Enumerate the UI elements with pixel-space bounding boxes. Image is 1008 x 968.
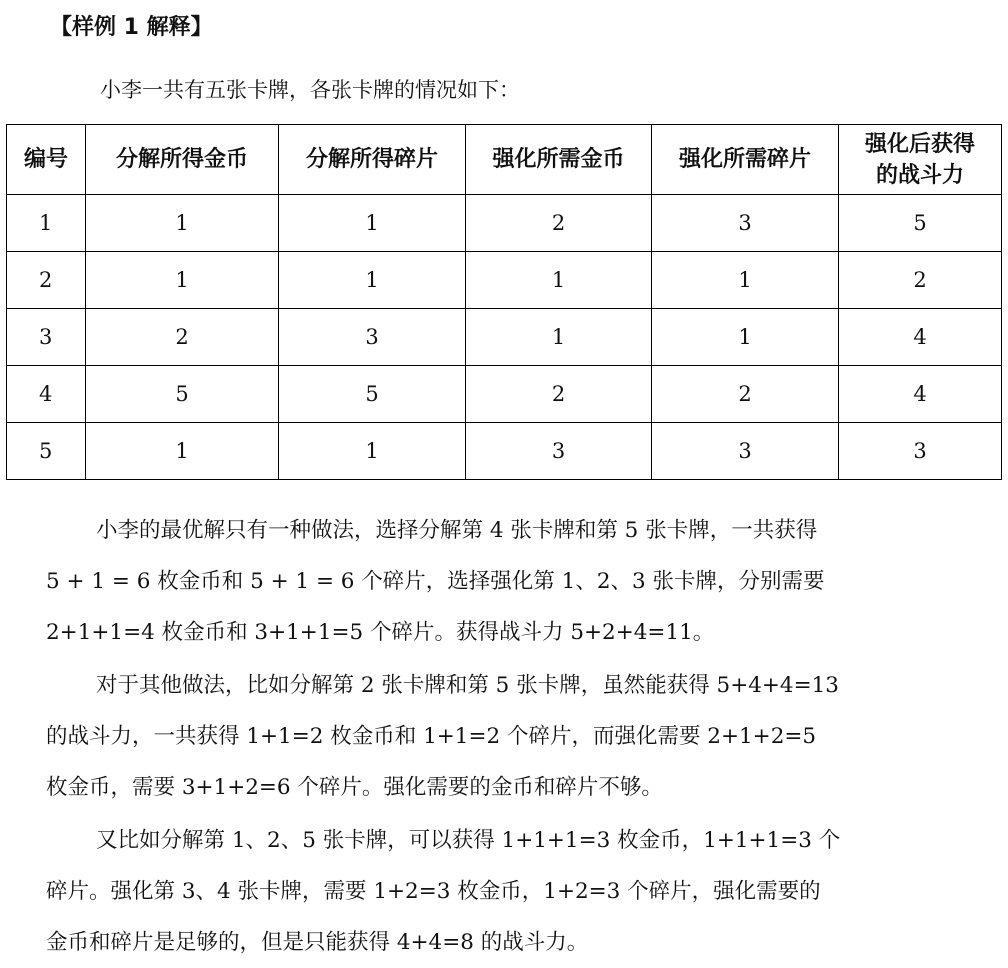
paragraph-line: 金币和碎片是足够的，但是只能获得 4+4=8 的战斗力。 [46,930,589,955]
table-cell: 1 [279,423,466,480]
table-row [7,309,1002,366]
header-decompose-gold: 分解所得金币 [86,125,279,195]
explanation-paragraph-alternative-2 [46,815,966,968]
table-row [7,423,1002,480]
table-cell: 3 [7,309,86,366]
table-cell: 1 [7,195,86,252]
header-combat-power-line1: 强化后获得 [864,131,975,157]
table-cell: 3 [652,423,839,480]
table-row [7,252,1002,309]
header-enhance-shards: 强化所需碎片 [652,125,839,195]
table-cell: 1 [652,309,839,366]
header-combat-power [839,125,1002,195]
table-cell: 1 [466,309,652,366]
paragraph-line: 又比如分解第 1、2、5 张卡牌，可以获得 1+1+1=3 枚金币，1+1+1=3 个 [96,828,841,853]
table-row [7,366,1002,423]
table-cell: 2 [7,252,86,309]
intro-text: 小李一共有五张卡牌，各张卡牌的情况如下： [100,78,520,102]
table-cell: 1 [86,423,279,480]
section-heading: 【样例 1 解释】 [50,15,213,40]
table-cell: 3 [279,309,466,366]
table-cell: 5 [7,423,86,480]
header-decompose-shards: 分解所得碎片 [279,125,466,195]
table-cell: 3 [839,423,1002,480]
table-cell: 1 [279,195,466,252]
table-cell: 2 [466,366,652,423]
table-cell: 1 [86,252,279,309]
paragraph-line: 的战斗力，一共获得 1+1=2 枚金币和 1+1=2 个碎片，而强化需要 2+1+2=5 [46,724,817,749]
table-cell: 1 [86,195,279,252]
header-id: 编号 [7,125,86,195]
table-cell: 2 [652,366,839,423]
table-cell: 5 [839,195,1002,252]
paragraph-line: 2+1+1=4 枚金币和 3+1+1=5 个碎片。获得战斗力 5+2+4=11。 [46,620,715,645]
table-cell: 2 [86,309,279,366]
table-cell: 4 [839,366,1002,423]
table-cell: 1 [652,252,839,309]
paragraph-line: 小李的最优解只有一种做法，选择分解第 4 张卡牌和第 5 张卡牌，一共获得 [96,518,818,543]
paragraph-line: 枚金币，需要 3+1+2=6 个碎片。强化需要的金币和碎片不够。 [46,775,663,800]
table-cell: 1 [279,252,466,309]
table-cell: 3 [466,423,652,480]
table-cell: 4 [839,309,1002,366]
header-enhance-gold: 强化所需金币 [466,125,652,195]
table-cell: 5 [279,366,466,423]
table-cell: 2 [839,252,1002,309]
cards-table [6,124,1002,480]
table-cell: 2 [466,195,652,252]
table-row [7,195,1002,252]
table-cell: 5 [86,366,279,423]
table-header-row [7,125,1002,195]
paragraph-line: 5 + 1 = 6 枚金币和 5 + 1 = 6 个碎片，选择强化第 1、2、3 张卡牌，分别需要 [46,569,825,594]
paragraph-line: 碎片。强化第 3、4 张卡牌，需要 1+2=3 枚金币，1+2=3 个碎片，强化需要的 [46,879,821,904]
table-cell: 4 [7,366,86,423]
explanation-paragraph-optimal [46,505,966,658]
header-combat-power-line2: 的战斗力 [875,162,964,188]
paragraph-line: 对于其他做法，比如分解第 2 张卡牌和第 5 张卡牌，虽然能获得 5+4+4=13 [96,673,839,698]
table-cell: 3 [652,195,839,252]
table-cell: 1 [466,252,652,309]
explanation-paragraph-alternative-1 [46,660,966,813]
